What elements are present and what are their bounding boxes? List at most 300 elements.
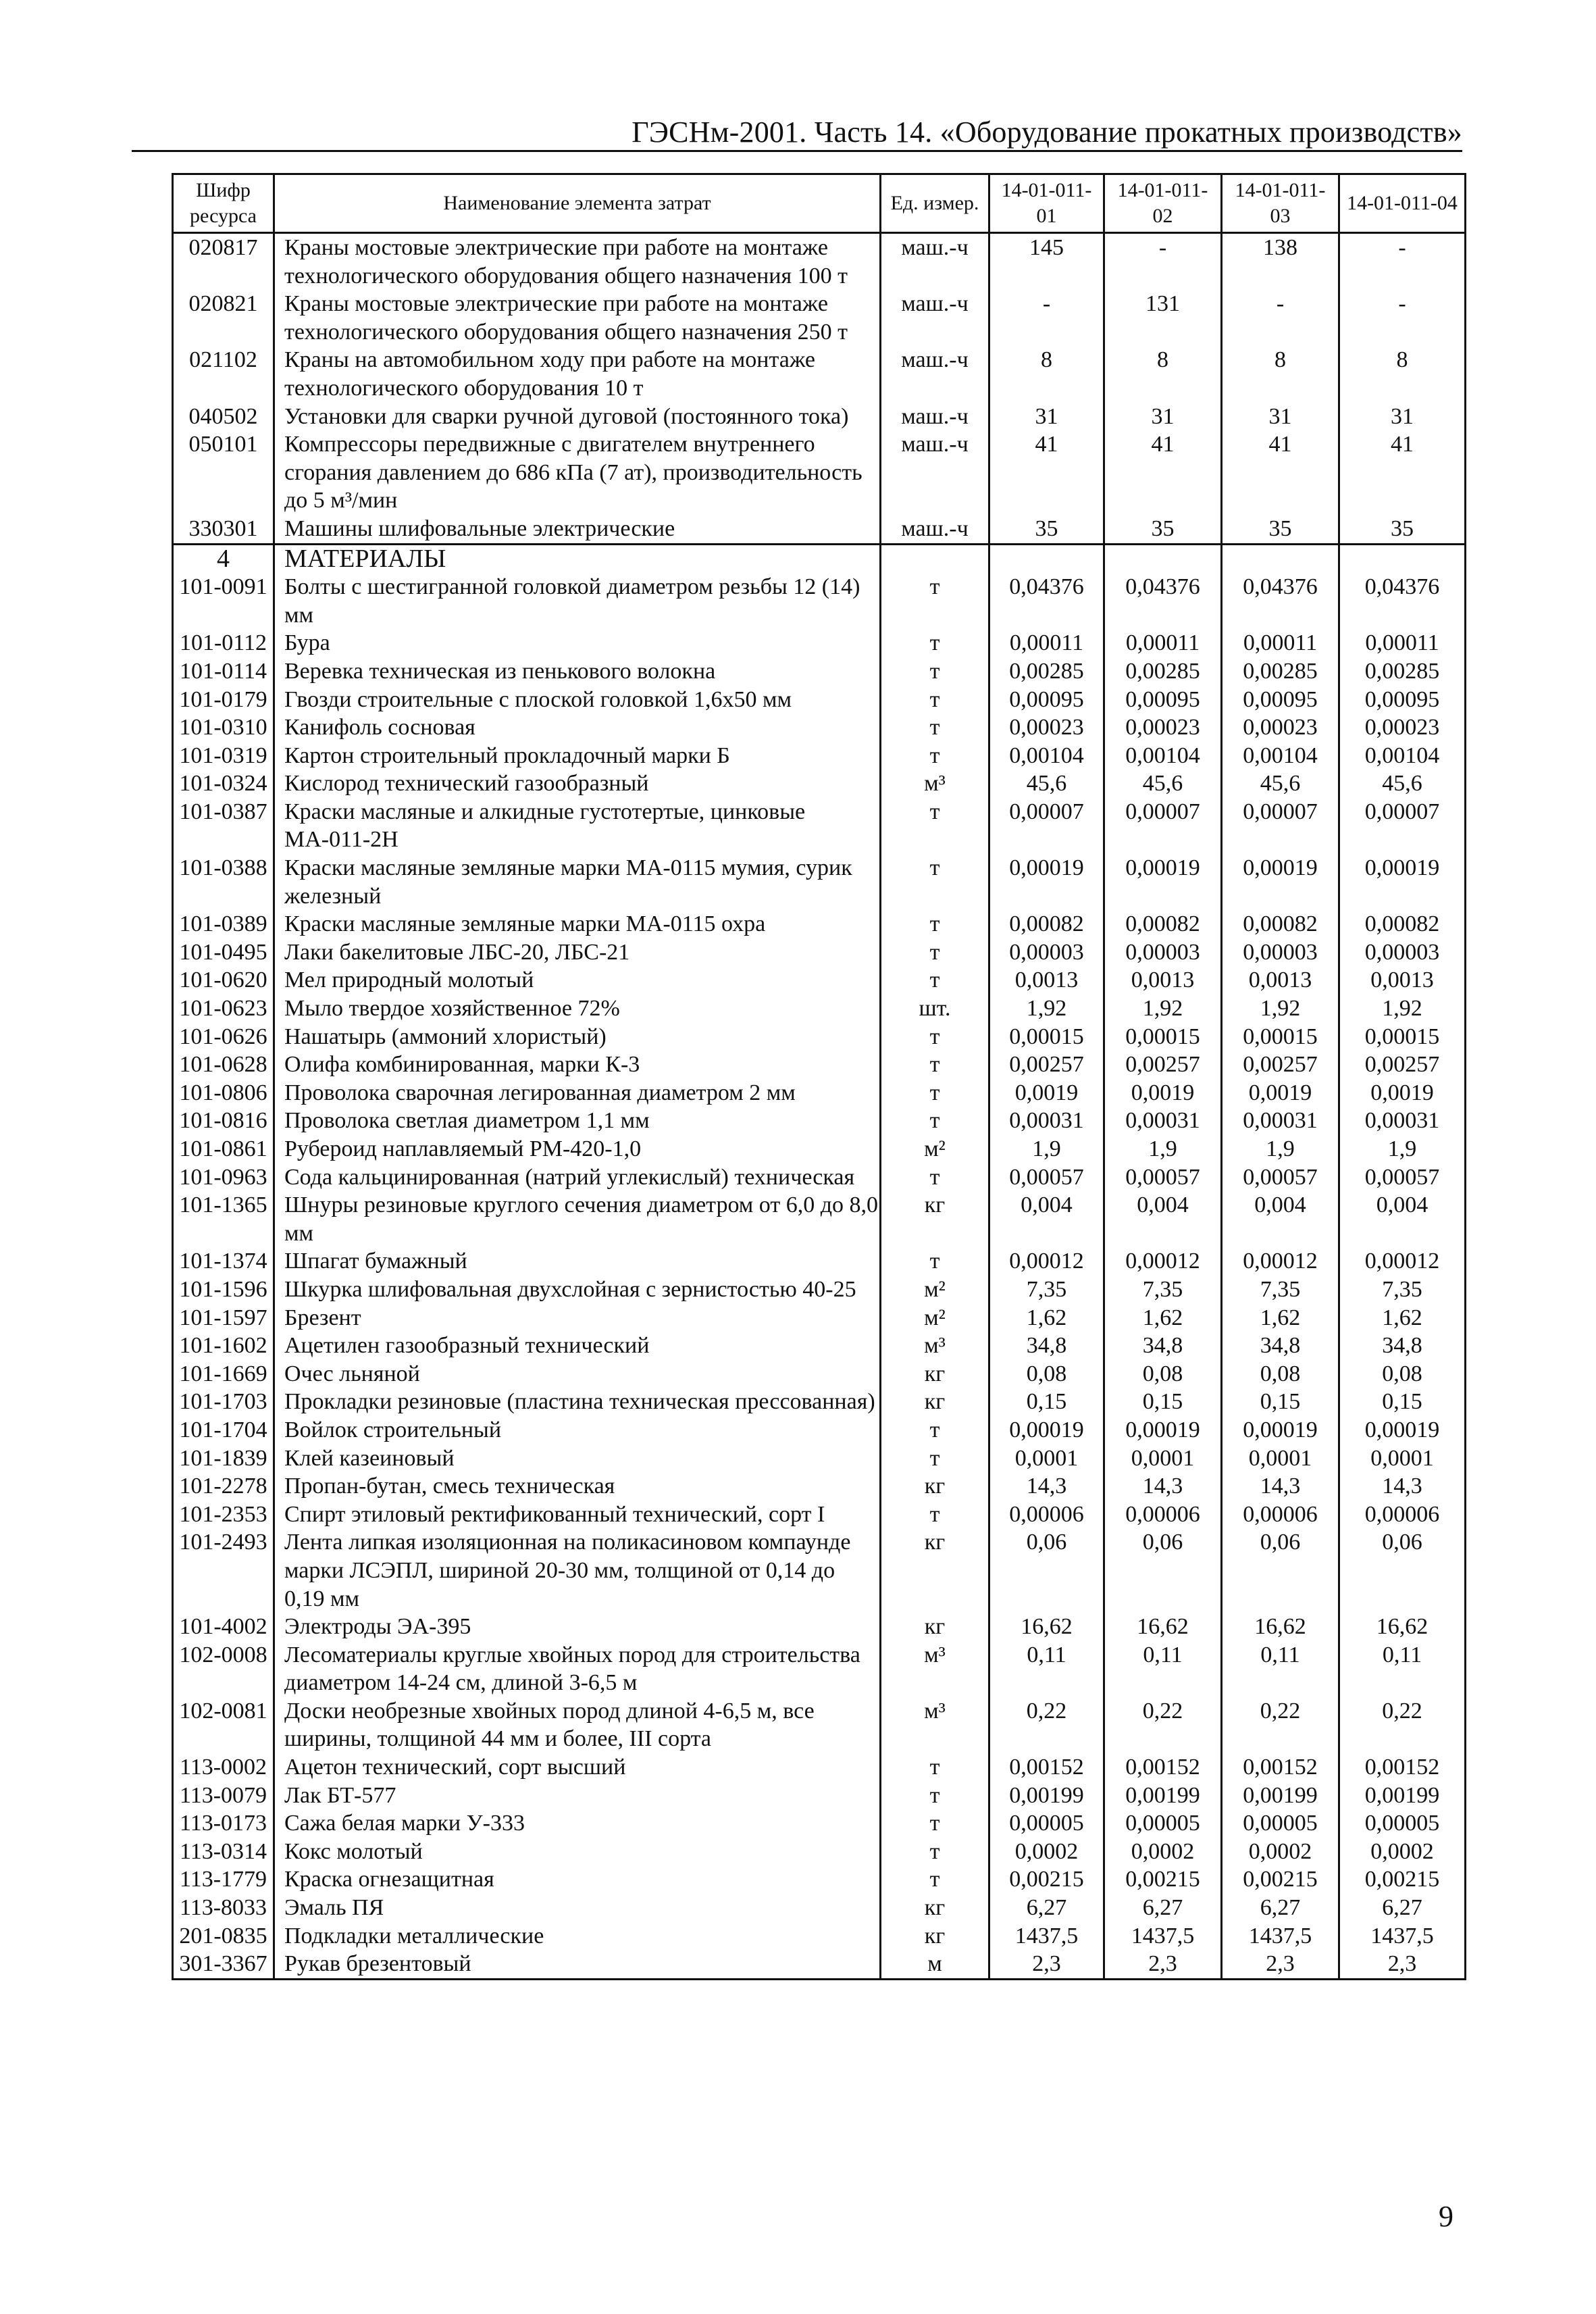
value-cell-1: 1,9: [989, 1135, 1104, 1163]
value-cell-2: 0,00015: [1104, 1023, 1222, 1051]
resource-name: Лесоматериалы круглые хвойных пород для строительства диаметром 14-24 см, длиной 3-6,5 м: [274, 1641, 881, 1697]
resource-name: Лаки бакелитовые ЛБС-20, ЛБС-21: [274, 938, 881, 967]
value-cell-1: 0,06: [989, 1528, 1104, 1613]
value-cell-1: 31: [989, 403, 1104, 431]
value-cell-2: 0,004: [1104, 1191, 1222, 1247]
resource-code: 101-0389: [173, 910, 274, 938]
unit-cell: м³: [881, 1697, 989, 1753]
value-cell-4: -: [1339, 233, 1466, 291]
unit-cell: т: [881, 1444, 989, 1473]
value-cell-3: 1437,5: [1222, 1922, 1339, 1951]
resource-name: Краска огнезащитная: [274, 1865, 881, 1894]
value-cell-2: 0,0013: [1104, 966, 1222, 995]
value-cell-4: 0,0002: [1339, 1838, 1466, 1866]
value-cell-3: 34,8: [1222, 1332, 1339, 1360]
value-cell-2: 0,00082: [1104, 910, 1222, 938]
table-row: [173, 1922, 1466, 1951]
value-cell-3: 0,00003: [1222, 938, 1339, 967]
unit-cell: м²: [881, 1276, 989, 1304]
value-cell-4: 0,004: [1339, 1191, 1466, 1247]
value-cell-1: 0,00199: [989, 1782, 1104, 1810]
value-cell-3: 0,0019: [1222, 1079, 1339, 1107]
resource-name: Эмаль ПЯ: [274, 1894, 881, 1922]
value-cell-2: 0,22: [1104, 1697, 1222, 1753]
value-cell-1: 0,00003: [989, 938, 1104, 967]
resource-code: 101-1374: [173, 1247, 274, 1276]
resource-code: 101-2493: [173, 1528, 274, 1613]
unit-cell: т: [881, 573, 989, 629]
value-cell-1: 0,00019: [989, 854, 1104, 910]
resource-name: Кислород технический газообразный: [274, 770, 881, 798]
resource-code: 020817: [173, 233, 274, 291]
value-cell-4: 7,35: [1339, 1276, 1466, 1304]
unit-cell: т: [881, 1838, 989, 1866]
table-row: [173, 1191, 1466, 1247]
table-row: [173, 1838, 1466, 1866]
unit-cell: м³: [881, 1332, 989, 1360]
value-cell-3: 0,00082: [1222, 910, 1339, 938]
resource-name: Сода кальцинированная (натрий углекислый) техническая: [274, 1163, 881, 1192]
value-cell-1: 0,00031: [989, 1107, 1104, 1135]
value-cell-1: 0,00152: [989, 1753, 1104, 1782]
value-cell-3: 16,62: [1222, 1613, 1339, 1641]
unit-cell: маш.-ч: [881, 233, 989, 291]
table-row: [173, 1950, 1466, 1979]
resource-name: Войлок строительный: [274, 1416, 881, 1444]
table-row: [173, 995, 1466, 1023]
resource-name: Мыло твердое хозяйственное 72%: [274, 995, 881, 1023]
value-cell-2: 35: [1104, 515, 1222, 544]
value-cell-3: 0,004: [1222, 1191, 1339, 1247]
resource-name: Олифа комбинированная, марки К-3: [274, 1051, 881, 1079]
value-cell-4: 8: [1339, 346, 1466, 402]
value-cell-4: 14,3: [1339, 1472, 1466, 1501]
value-cell-1: 34,8: [989, 1332, 1104, 1360]
value-cell-4: 0,11: [1339, 1641, 1466, 1697]
value-cell-1: 0,00012: [989, 1247, 1104, 1276]
resource-code: 101-0626: [173, 1023, 274, 1051]
value-cell-1: 0,00023: [989, 713, 1104, 742]
resource-code: 113-0079: [173, 1782, 274, 1810]
section-row: [173, 544, 1466, 573]
value-cell-2: 6,27: [1104, 1894, 1222, 1922]
resource-code: 101-0623: [173, 995, 274, 1023]
resource-code: 101-0388: [173, 854, 274, 910]
value-cell-4: 0,00019: [1339, 854, 1466, 910]
value-cell-3: 0,06: [1222, 1528, 1339, 1613]
value-cell-3: 8: [1222, 346, 1339, 402]
resource-name: Рукав брезентовый: [274, 1950, 881, 1979]
table-row: [173, 1051, 1466, 1079]
col-header-c2: 14-01-011-02: [1104, 174, 1222, 233]
value-cell-2: 0,00199: [1104, 1782, 1222, 1810]
unit-cell: кг: [881, 1922, 989, 1951]
unit-cell: кг: [881, 1472, 989, 1501]
resource-name: Машины шлифовальные электрические: [274, 515, 881, 544]
table-row: [173, 346, 1466, 402]
unit-cell: кг: [881, 1388, 989, 1416]
value-cell-4: 0,0001: [1339, 1444, 1466, 1473]
page-number: 9: [1439, 2200, 1453, 2233]
resource-name: Пропан-бутан, смесь техническая: [274, 1472, 881, 1501]
resource-code: 101-2278: [173, 1472, 274, 1501]
value-cell-4: 0,00007: [1339, 798, 1466, 854]
resource-code: 113-0314: [173, 1838, 274, 1866]
value-cell-2: 2,3: [1104, 1950, 1222, 1979]
value-cell-3: 1,9: [1222, 1135, 1339, 1163]
unit-cell: т: [881, 1809, 989, 1838]
running-header: ГЭСНм-2001. Часть 14. «Оборудование прокатных производств»: [632, 116, 1462, 149]
resource-name: Шкурка шлифовальная двухслойная с зернистостью 40-25: [274, 1276, 881, 1304]
resource-name: Нашатырь (аммоний хлористый): [274, 1023, 881, 1051]
resource-name: Шпагат бумажный: [274, 1247, 881, 1276]
value-cell-3: 0,00104: [1222, 742, 1339, 770]
table-row: [173, 403, 1466, 431]
table-row: [173, 854, 1466, 910]
resource-code: 101-0620: [173, 966, 274, 995]
value-cell-4: 6,27: [1339, 1894, 1466, 1922]
value-cell-4: 0,00104: [1339, 742, 1466, 770]
unit-cell: м³: [881, 770, 989, 798]
resource-name: Спирт этиловый ректификованный технический, сорт I: [274, 1501, 881, 1529]
value-cell-4: 2,3: [1339, 1950, 1466, 1979]
value-cell-2: 45,6: [1104, 770, 1222, 798]
table-row: [173, 1416, 1466, 1444]
value-cell-2: 0,0019: [1104, 1079, 1222, 1107]
resource-name: Веревка техническая из пенькового волокна: [274, 657, 881, 686]
unit-cell: м²: [881, 1135, 989, 1163]
value-cell-2: 0,00019: [1104, 854, 1222, 910]
resource-code: 050101: [173, 430, 274, 515]
resource-code: 101-0816: [173, 1107, 274, 1135]
value-cell-2: 0,00006: [1104, 1501, 1222, 1529]
unit-cell: т: [881, 1051, 989, 1079]
resource-name: Очес льняной: [274, 1360, 881, 1388]
resource-name: Картон строительный прокладочный марки Б: [274, 742, 881, 770]
value-cell-3: 0,00152: [1222, 1753, 1339, 1782]
value-cell-3: 0,08: [1222, 1360, 1339, 1388]
table-row: [173, 1613, 1466, 1641]
resource-name: Болты с шестигранной головкой диаметром резьбы 12 (14) мм: [274, 573, 881, 629]
value-cell-2: 8: [1104, 346, 1222, 402]
value-cell-4: 0,00005: [1339, 1809, 1466, 1838]
value-cell-1: 41: [989, 430, 1104, 515]
resource-code: 101-0091: [173, 573, 274, 629]
value-cell-2: 7,35: [1104, 1276, 1222, 1304]
table-row: [173, 686, 1466, 714]
value-cell-1: 0,11: [989, 1641, 1104, 1697]
header-rule: [132, 150, 1462, 152]
value-cell-3: 31: [1222, 403, 1339, 431]
value-cell-3: 0,00257: [1222, 1051, 1339, 1079]
value-cell-1: 35: [989, 515, 1104, 544]
unit-cell: кг: [881, 1360, 989, 1388]
value-cell-3: 0,22: [1222, 1697, 1339, 1753]
value-cell-1: 0,00015: [989, 1023, 1104, 1051]
resource-name: Электроды ЭА-395: [274, 1613, 881, 1641]
resource-name: Краски масляные и алкидные густотертые, цинковые МА-011-2Н: [274, 798, 881, 854]
value-cell-4: 0,0019: [1339, 1079, 1466, 1107]
resource-code: 301-3367: [173, 1950, 274, 1979]
value-cell-4: 0,00285: [1339, 657, 1466, 686]
table-row: [173, 1528, 1466, 1613]
resource-code: 101-1704: [173, 1416, 274, 1444]
value-cell-1: 7,35: [989, 1276, 1104, 1304]
resource-name: Подкладки металлические: [274, 1922, 881, 1951]
value-cell-2: 31: [1104, 403, 1222, 431]
value-cell-2: 1437,5: [1104, 1922, 1222, 1951]
resource-name: Краски масляные земляные марки МА-0115 охра: [274, 910, 881, 938]
value-cell-2: 0,00031: [1104, 1107, 1222, 1135]
value-cell-1: 2,3: [989, 1950, 1104, 1979]
machines-body: [173, 233, 1466, 545]
resource-code: 101-1839: [173, 1444, 274, 1473]
unit-cell: т: [881, 1247, 989, 1276]
value-cell-3: 0,00023: [1222, 713, 1339, 742]
value-cell-3: 14,3: [1222, 1472, 1339, 1501]
table-row: [173, 290, 1466, 346]
unit-cell: т: [881, 1023, 989, 1051]
resource-name: Клей казеиновый: [274, 1444, 881, 1473]
value-cell-1: 0,04376: [989, 573, 1104, 629]
value-cell-3: 2,3: [1222, 1950, 1339, 1979]
value-cell-1: 0,00011: [989, 629, 1104, 657]
value-cell-2: 0,04376: [1104, 573, 1222, 629]
resource-code: 101-0861: [173, 1135, 274, 1163]
value-cell-2: 1,92: [1104, 995, 1222, 1023]
resource-name: Шнуры резиновые круглого сечения диаметром от 6,0 до 8,0 мм: [274, 1191, 881, 1247]
resource-code: 101-1596: [173, 1276, 274, 1304]
value-cell-3: 0,00005: [1222, 1809, 1339, 1838]
value-cell-3: 41: [1222, 430, 1339, 515]
value-cell-1: 0,15: [989, 1388, 1104, 1416]
value-cell-3: 0,00011: [1222, 629, 1339, 657]
value-cell-4: 0,00011: [1339, 629, 1466, 657]
value-cell-4: 0,0013: [1339, 966, 1466, 995]
unit-cell: т: [881, 657, 989, 686]
table-row: [173, 1163, 1466, 1192]
resource-code: 101-1703: [173, 1388, 274, 1416]
unit-cell: т: [881, 1079, 989, 1107]
value-cell-3: 35: [1222, 515, 1339, 544]
resource-name: Установки для сварки ручной дуговой (постоянного тока): [274, 403, 881, 431]
resource-name: Лента липкая изоляционная на поликасиновом компаунде марки ЛСЭПЛ, шириной 20-30 мм, толщиной от 0,14 до 0,19 мм: [274, 1528, 881, 1613]
value-cell-1: 6,27: [989, 1894, 1104, 1922]
col-header-c4: 14-01-011-04: [1339, 174, 1466, 233]
table-row: [173, 1247, 1466, 1276]
table-row: [173, 1641, 1466, 1697]
value-cell-1: 1,92: [989, 995, 1104, 1023]
value-cell-3: 0,00006: [1222, 1501, 1339, 1529]
resource-code: 101-0387: [173, 798, 274, 854]
value-cell-4: 0,00199: [1339, 1782, 1466, 1810]
value-cell-3: 0,00007: [1222, 798, 1339, 854]
value-cell-4: 1437,5: [1339, 1922, 1466, 1951]
table-row: [173, 1894, 1466, 1922]
value-cell-1: 14,3: [989, 1472, 1104, 1501]
resource-name: Краны мостовые электрические при работе на монтаже технологического оборудования общего назначения 250 т: [274, 290, 881, 346]
value-cell-4: 0,04376: [1339, 573, 1466, 629]
value-cell-4: 0,00003: [1339, 938, 1466, 967]
value-cell-4: 0,00023: [1339, 713, 1466, 742]
value-cell-3: 1,92: [1222, 995, 1339, 1023]
col-header-name: Наименование элемента затрат: [274, 174, 881, 233]
value-cell-2: 0,00019: [1104, 1416, 1222, 1444]
value-cell-3: 0,00015: [1222, 1023, 1339, 1051]
value-cell-2: 0,00005: [1104, 1809, 1222, 1838]
value-cell-4: 0,00095: [1339, 686, 1466, 714]
resource-name: Рубероид наплавляемый РМ-420-1,0: [274, 1135, 881, 1163]
table-row: [173, 1023, 1466, 1051]
value-cell-3: 1,62: [1222, 1304, 1339, 1332]
unit-cell: т: [881, 854, 989, 910]
table-row: [173, 629, 1466, 657]
resource-name: Ацетон технический, сорт высший: [274, 1753, 881, 1782]
resource-code: 101-0963: [173, 1163, 274, 1192]
value-cell-2: 14,3: [1104, 1472, 1222, 1501]
value-cell-3: 7,35: [1222, 1276, 1339, 1304]
value-cell-2: 0,08: [1104, 1360, 1222, 1388]
resource-name: Кокс молотый: [274, 1838, 881, 1866]
resource-name: Мел природный молотый: [274, 966, 881, 995]
resource-name: Гвозди строительные с плоской головкой 1,6х50 мм: [274, 686, 881, 714]
resource-table: [172, 173, 1466, 1980]
value-cell-2: 0,00152: [1104, 1753, 1222, 1782]
value-cell-3: 0,00019: [1222, 854, 1339, 910]
table-row: [173, 966, 1466, 995]
section-empty-cell: [1222, 544, 1339, 573]
value-cell-1: 1437,5: [989, 1922, 1104, 1951]
value-cell-4: 0,22: [1339, 1697, 1466, 1753]
resource-name: Брезент: [274, 1304, 881, 1332]
resource-code: 201-0835: [173, 1922, 274, 1951]
resource-name: Компрессоры передвижные с двигателем внутреннего сгорания давлением до 686 кПа (7 ат), производительность до 5 м³/мин: [274, 430, 881, 515]
table-row: [173, 657, 1466, 686]
resource-code: 020821: [173, 290, 274, 346]
unit-cell: т: [881, 910, 989, 938]
unit-cell: маш.-ч: [881, 515, 989, 544]
unit-cell: маш.-ч: [881, 403, 989, 431]
resource-code: 101-1365: [173, 1191, 274, 1247]
value-cell-1: 0,0019: [989, 1079, 1104, 1107]
resource-name: Краны на автомобильном ходу при работе на монтаже технологического оборудования 10 т: [274, 346, 881, 402]
resource-code: 113-0002: [173, 1753, 274, 1782]
value-cell-1: 0,22: [989, 1697, 1104, 1753]
unit-cell: кг: [881, 1613, 989, 1641]
value-cell-4: 31: [1339, 403, 1466, 431]
value-cell-2: 0,15: [1104, 1388, 1222, 1416]
value-cell-3: 0,04376: [1222, 573, 1339, 629]
col-header-c1: 14-01-011-01: [989, 174, 1104, 233]
value-cell-1: 0,00095: [989, 686, 1104, 714]
resource-name: Доски необрезные хвойных пород длиной 4-6,5 м, все ширины, толщиной 44 мм и более, III сорта: [274, 1697, 881, 1753]
unit-cell: т: [881, 1782, 989, 1810]
unit-cell: т: [881, 798, 989, 854]
resource-code: 113-1779: [173, 1865, 274, 1894]
resource-name: Краны мостовые электрические при работе на монтаже технологического оборудования общего назначения 100 т: [274, 233, 881, 291]
resource-code: 101-0319: [173, 742, 274, 770]
resource-code: 101-4002: [173, 1613, 274, 1641]
value-cell-1: 0,0001: [989, 1444, 1104, 1473]
table-row: [173, 430, 1466, 515]
unit-cell: маш.-ч: [881, 346, 989, 402]
value-cell-2: 0,00023: [1104, 713, 1222, 742]
unit-cell: кг: [881, 1528, 989, 1613]
value-cell-2: 0,06: [1104, 1528, 1222, 1613]
resource-code: 101-0179: [173, 686, 274, 714]
value-cell-1: 16,62: [989, 1613, 1104, 1641]
resource-code: 101-0310: [173, 713, 274, 742]
value-cell-2: 0,00003: [1104, 938, 1222, 967]
resource-code: 101-1669: [173, 1360, 274, 1388]
table-row: [173, 770, 1466, 798]
value-cell-2: 0,00215: [1104, 1865, 1222, 1894]
section-empty-cell: [1339, 544, 1466, 573]
table-row: [173, 1388, 1466, 1416]
resource-name: Бура: [274, 629, 881, 657]
value-cell-3: 0,00285: [1222, 657, 1339, 686]
resource-code: 102-0008: [173, 1641, 274, 1697]
value-cell-1: -: [989, 290, 1104, 346]
value-cell-1: 45,6: [989, 770, 1104, 798]
table-row: [173, 573, 1466, 629]
unit-cell: т: [881, 1107, 989, 1135]
value-cell-2: 0,00104: [1104, 742, 1222, 770]
value-cell-4: 45,6: [1339, 770, 1466, 798]
table-row: [173, 1809, 1466, 1838]
unit-cell: т: [881, 1753, 989, 1782]
table-row: [173, 1332, 1466, 1360]
unit-cell: м²: [881, 1304, 989, 1332]
value-cell-3: 0,00031: [1222, 1107, 1339, 1135]
value-cell-1: 0,08: [989, 1360, 1104, 1388]
table-row: [173, 742, 1466, 770]
resource-code: 101-2353: [173, 1501, 274, 1529]
table-row: [173, 1782, 1466, 1810]
value-cell-4: 0,15: [1339, 1388, 1466, 1416]
section-empty-cell: [989, 544, 1104, 573]
value-cell-2: 0,00285: [1104, 657, 1222, 686]
table-row: [173, 713, 1466, 742]
resource-code: 101-1597: [173, 1304, 274, 1332]
unit-cell: т: [881, 966, 989, 995]
resource-code: 021102: [173, 346, 274, 402]
resource-code: 113-0173: [173, 1809, 274, 1838]
value-cell-4: 1,62: [1339, 1304, 1466, 1332]
value-cell-3: 6,27: [1222, 1894, 1339, 1922]
resource-code: 330301: [173, 515, 274, 544]
table-row: [173, 1304, 1466, 1332]
value-cell-4: 0,00152: [1339, 1753, 1466, 1782]
value-cell-4: 35: [1339, 515, 1466, 544]
unit-cell: шт.: [881, 995, 989, 1023]
table-row: [173, 1501, 1466, 1529]
value-cell-4: 0,00031: [1339, 1107, 1466, 1135]
unit-cell: т: [881, 1163, 989, 1192]
resource-code: 101-0495: [173, 938, 274, 967]
unit-cell: т: [881, 629, 989, 657]
value-cell-3: 0,00019: [1222, 1416, 1339, 1444]
table-row: [173, 1360, 1466, 1388]
table-row: [173, 233, 1466, 291]
value-cell-4: 0,00015: [1339, 1023, 1466, 1051]
value-cell-4: 41: [1339, 430, 1466, 515]
value-cell-1: 0,00019: [989, 1416, 1104, 1444]
value-cell-4: 0,08: [1339, 1360, 1466, 1388]
table-header-row: [173, 174, 1466, 233]
col-header-unit: Ед. измер.: [881, 174, 989, 233]
value-cell-4: 1,92: [1339, 995, 1466, 1023]
